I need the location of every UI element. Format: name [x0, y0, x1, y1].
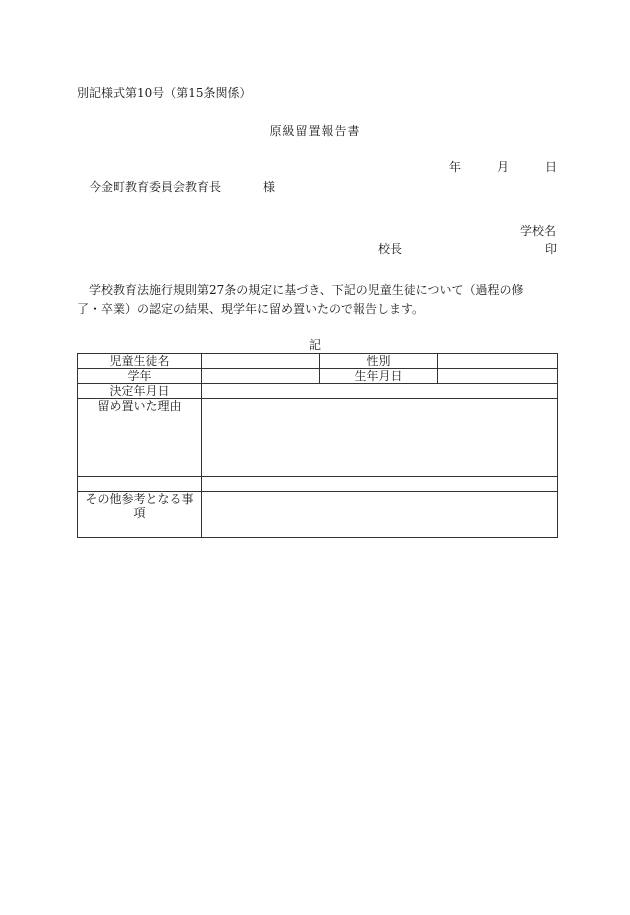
- date-year-label: 年: [449, 160, 462, 174]
- other-notes-value[interactable]: [202, 492, 558, 538]
- ki-heading: 記: [308, 338, 321, 352]
- date-day-label: 日: [545, 160, 558, 174]
- table-row: [78, 492, 558, 538]
- recipient-honorific: 様: [263, 180, 276, 194]
- grade-value[interactable]: [202, 369, 320, 384]
- principal-label: 校長: [378, 242, 403, 256]
- grade-label: 学年: [78, 369, 202, 384]
- decision-date-label: 決定年月日: [78, 384, 202, 399]
- date-month-label: 月: [497, 160, 510, 174]
- seal-label: 印: [545, 242, 558, 256]
- decision-date-value[interactable]: [202, 384, 558, 399]
- body-text: 学校教育法施行規則第27条の規定に基づき、下記の児童生徒について（過程の修了・卒業）の認定の結果、現学年に留め置いたので報告します。: [77, 283, 524, 316]
- school-name-label: 学校名: [519, 224, 556, 238]
- other-notes-label: その他参考となる事項: [78, 492, 202, 538]
- document-title: 原級留置報告書: [269, 124, 361, 138]
- gender-value[interactable]: [438, 354, 558, 369]
- table-row: [78, 399, 558, 477]
- student-name-value[interactable]: [202, 354, 320, 369]
- table-row: [78, 369, 558, 384]
- form-id: 別記様式第10号（第15条関係）: [77, 86, 252, 100]
- reason-value[interactable]: [202, 399, 558, 477]
- table-row: [78, 477, 558, 492]
- reason-label: 留め置いた理由: [78, 399, 202, 477]
- blank-label: [78, 477, 202, 492]
- recipient-name: 今金町教育委員会教育長: [89, 180, 222, 194]
- birthdate-value[interactable]: [438, 369, 558, 384]
- blank-value[interactable]: [202, 477, 558, 492]
- birthdate-label: 生年月日: [320, 369, 438, 384]
- table-row: [78, 354, 558, 369]
- gender-label: 性別: [320, 354, 438, 369]
- table-row: [78, 384, 558, 399]
- student-name-label: 児童生徒名: [78, 354, 202, 369]
- report-table: [77, 353, 558, 538]
- recipient-line: [89, 180, 275, 194]
